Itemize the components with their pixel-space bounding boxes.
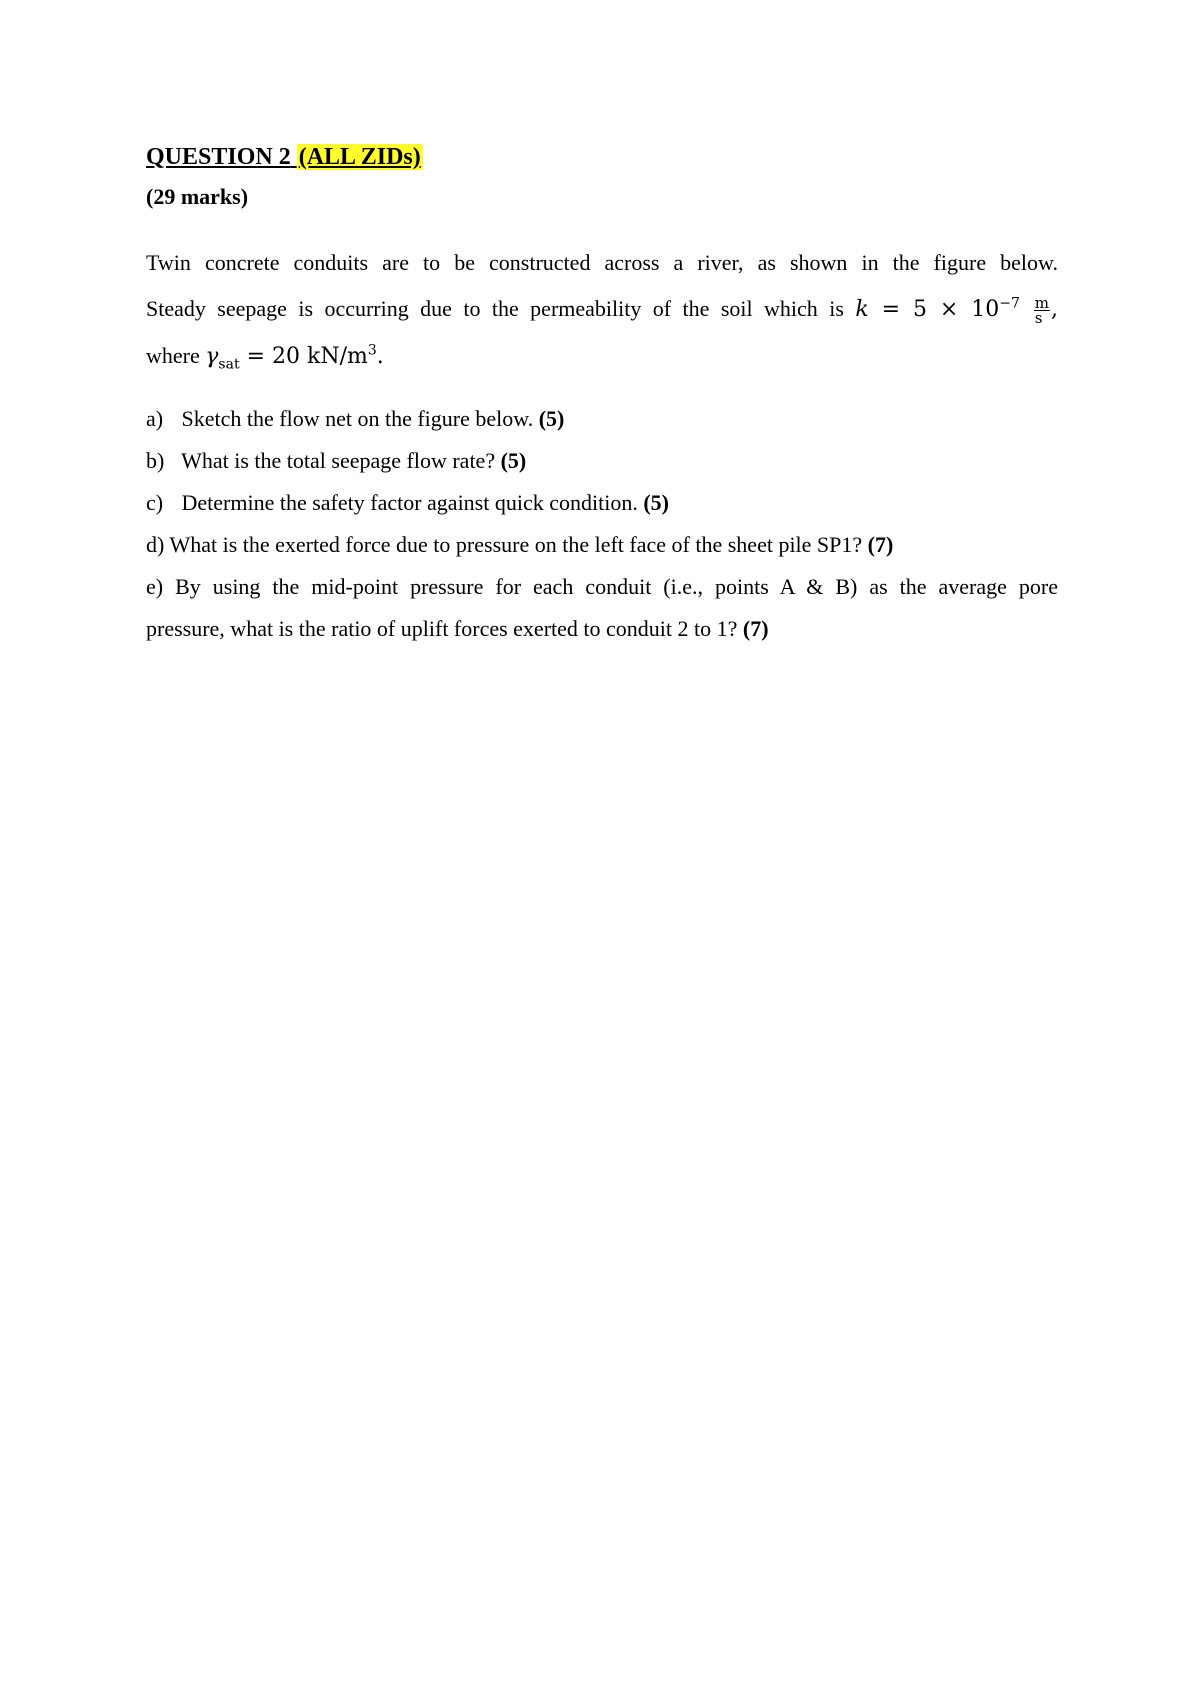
part-label: c)	[146, 490, 164, 515]
question-intro	[146, 240, 1058, 380]
intro-line-3-text: where	[146, 343, 200, 368]
part-points: (5)	[643, 490, 669, 515]
question-highlight: (ALL ZIDs)	[298, 144, 421, 170]
k-symbol: k	[855, 297, 869, 322]
part-d	[146, 524, 1058, 566]
question-parts-list	[146, 398, 1058, 650]
question-title: QUESTION 2	[146, 144, 291, 170]
line-3-end: .	[376, 344, 384, 369]
part-points: (7)	[867, 532, 894, 557]
question-marks: (29 marks)	[146, 184, 249, 209]
part-label: d)	[146, 532, 165, 557]
gamma-exponent: 3	[367, 342, 377, 359]
part-text: Determine the safety factor against quick condition.	[181, 490, 638, 515]
unit-denominator: s	[1034, 308, 1043, 327]
part-e-line-2	[146, 616, 769, 641]
part-label: b)	[146, 448, 165, 473]
part-c	[146, 482, 1058, 524]
part-label: a)	[146, 406, 164, 431]
part-b	[146, 440, 1058, 482]
part-e	[146, 566, 1058, 650]
intro-line-2-text: Steady seepage is occurring due to the permeability of the soil which is	[146, 296, 844, 321]
gamma-value: = 20 kN/m	[246, 344, 368, 369]
document-page	[146, 140, 1058, 650]
unit-weight-formula	[205, 342, 384, 373]
part-text-line-1: By using the mid-point pressure for each conduit (i.e., points A & B) as the average pore	[175, 574, 1059, 599]
gamma-symbol: γ	[205, 344, 219, 369]
unit-numerator: m	[1034, 293, 1050, 312]
part-points: (7)	[742, 616, 769, 641]
permeability-formula	[855, 293, 1059, 327]
intro-line-3	[146, 333, 1058, 380]
part-points: (5)	[500, 448, 527, 473]
intro-line-1: Twin concrete conduits are to be constructed across a river, as shown in the figure below.	[146, 250, 1058, 275]
part-points: (5)	[538, 406, 565, 431]
part-e-line-1	[146, 566, 1058, 608]
part-text: Sketch the flow net on the figure below.	[181, 406, 534, 431]
gamma-subscript: sat	[218, 356, 240, 373]
unit-fraction	[1034, 293, 1050, 327]
intro-line-2	[146, 286, 1058, 333]
part-text: What is the exerted force due to pressure on the left face of the sheet pile SP1?	[169, 532, 863, 557]
part-label: e)	[146, 574, 164, 599]
part-text: What is the total seepage flow rate?	[181, 448, 496, 473]
line-2-end: ,	[1051, 297, 1059, 322]
k-value: = 5 × 10	[881, 297, 1000, 322]
part-a	[146, 398, 1058, 440]
part-text-line-2: pressure, what is the ratio of uplift forces exerted to conduit 2 to 1?	[146, 616, 738, 641]
k-exponent: −7	[999, 295, 1020, 312]
question-heading	[146, 140, 1058, 174]
